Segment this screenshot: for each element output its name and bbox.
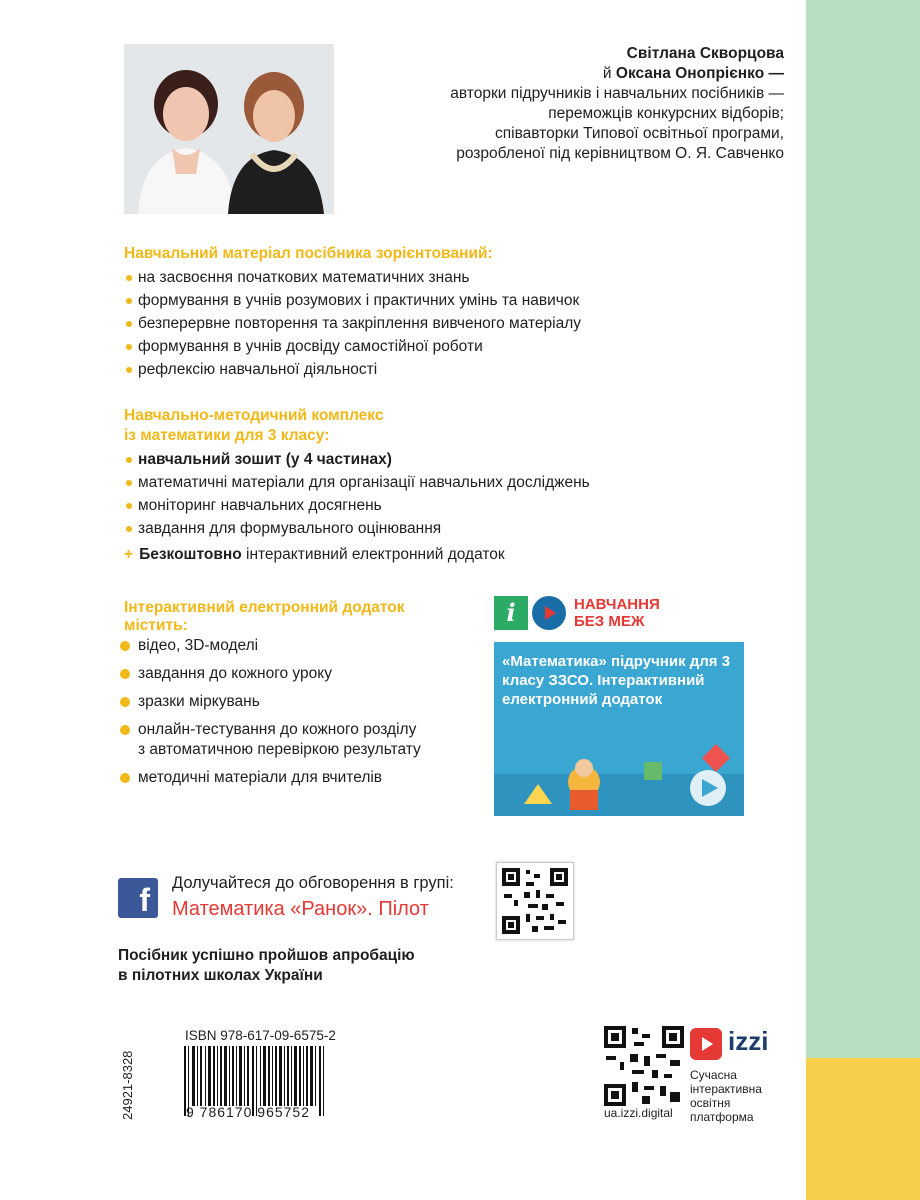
video-illustration [494, 734, 744, 816]
list-item: формування в учнів досвіду самостійної роботи [124, 335, 581, 358]
list-item: завдання для формувального оцінювання [124, 517, 590, 540]
barcode-side-text: 24921-8328 [120, 1050, 135, 1120]
authors-connector: й [602, 65, 612, 82]
izzi-desc-line: платформа [690, 1110, 754, 1124]
izzi-desc-line: інтерактивна [690, 1082, 762, 1096]
authors-line: переможців конкурсних відборів; [548, 105, 784, 122]
qr-code-facebook [496, 862, 574, 940]
approbation-line1: Посібник успішно пройшов апробацію [118, 947, 415, 964]
izzi-desc-line: Сучасна [690, 1068, 737, 1082]
list-item: рефлексію навчальної діяльності [124, 358, 581, 381]
play-icon [532, 596, 566, 630]
authors-text [354, 44, 784, 164]
izzi-wordmark: izzi [728, 1026, 769, 1056]
list-item [118, 720, 421, 760]
list-item: навчальний зошит (у 4 частинах) [124, 448, 590, 471]
list-item: формування в учнів розумових і практичних умінь та навичок [124, 289, 581, 312]
facebook-invite: Долучайтеся до обговорення в групі: [172, 874, 454, 892]
free-word: Безкоштовно [139, 546, 242, 563]
section2-list [124, 448, 590, 540]
izzi-url[interactable]: ua.izzi.digital [604, 1106, 673, 1120]
izzi-description [690, 1068, 762, 1124]
section3-title-line1: Інтерактивний електронний додаток [124, 599, 405, 616]
approbation-note [118, 946, 415, 986]
section1-title: Навчальний матеріал посібника зорієнтований: [124, 245, 493, 262]
izzi-desc-line: освітня [690, 1096, 731, 1110]
facebook-group-link[interactable]: Математика «Ранок». Пілот [172, 898, 429, 920]
side-yellow-strip [806, 1058, 920, 1200]
list-item: моніторинг навчальних досягнень [124, 494, 590, 517]
authors-line: розробленої під керівництвом О. Я. Савченко [456, 145, 784, 162]
list-item: відео, 3D-моделі [118, 636, 421, 656]
logo-line2: БЕЗ МЕЖ [574, 613, 645, 630]
section2-title-line2: із математики для 3 класу: [124, 427, 330, 444]
izzi-logo [690, 1028, 800, 1064]
free-app-line [124, 546, 505, 564]
side-green-strip [806, 0, 920, 1058]
logo-line1: НАВЧАННЯ [574, 596, 660, 613]
logo-text [574, 596, 660, 630]
section3-title-line2: містить: [124, 617, 188, 634]
izzi-play-icon [690, 1028, 722, 1060]
barcode-number: 9 786170 965752 [186, 1104, 310, 1120]
author-name-1: Світлана Скворцова [626, 45, 784, 62]
list-item: методичні матеріали для вчителів [118, 768, 421, 788]
video-preview[interactable] [494, 642, 744, 816]
list-item: на засвоєння початкових математичних знань [124, 266, 581, 289]
list-item: безперервне повторення та закріплення вивченого матеріалу [124, 312, 581, 335]
free-app-rest: інтерактивний електронний додаток [241, 546, 505, 563]
authors-photo [124, 44, 334, 214]
video-title: «Математика» підручник для 3 класу ЗЗСО. Інтерактивний електронний додаток [502, 653, 731, 708]
qr-code-izzi [604, 1026, 684, 1106]
isbn-text: ISBN 978-617-09-6575-2 [185, 1028, 336, 1043]
list-item-cont: з автоматичною перевіркою результату [138, 741, 421, 758]
approbation-line2: в пілотних школах України [118, 967, 323, 984]
navchannia-logo [494, 596, 744, 636]
list-item-text: онлайн-тестування до кожного розділу [138, 721, 417, 738]
section1-list [124, 266, 581, 381]
facebook-icon[interactable]: f [118, 878, 158, 918]
authors-line: співавторки Типової освітньої програми, [495, 125, 784, 142]
list-item: математичні матеріали для організації навчальних досліджень [124, 471, 590, 494]
section2-title-line1: Навчально-методичний комплекс [124, 407, 384, 424]
section3-list [118, 636, 421, 796]
info-icon: i [494, 596, 528, 630]
author-name-2: Оксана Онопрієнко — [615, 65, 784, 82]
list-item: зразки міркувань [118, 692, 421, 712]
list-item: завдання до кожного уроку [118, 664, 421, 684]
authors-line: авторки підручників і навчальних посібників — [450, 85, 784, 102]
plus-sign: + [124, 546, 134, 563]
